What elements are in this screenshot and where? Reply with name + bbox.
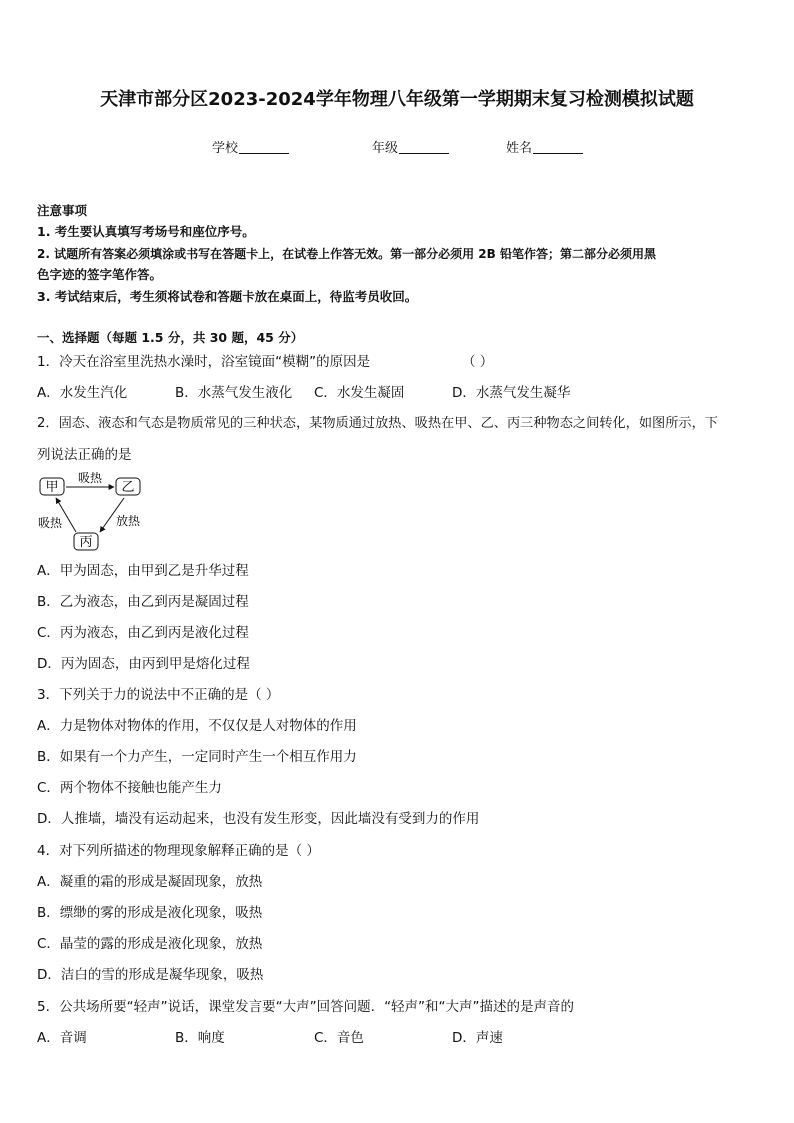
phase-change-diagram (36, 470, 166, 554)
option-b: B．水蒸气发生液化 (175, 385, 293, 401)
option-b: B．乙为液态，由乙到丙是凝固过程 (37, 594, 249, 610)
question-5-stem: 5．公共场所要“轻声”说话，课堂发言要“大声”回答问题．“轻声”和“大声”描述的是声音的 (37, 999, 575, 1015)
label-bing-jia: 吸热 (38, 516, 63, 530)
node-yi: 乙 (121, 480, 135, 495)
option-d: D．水蒸气发生凝华 (452, 385, 571, 401)
option-a: A．甲为固态，由甲到乙是升华过程 (37, 563, 249, 579)
label-yi-bing: 放热 (116, 514, 141, 528)
section-heading: 一、选择题（每题 1.5 分，共 30 题，45 分） (37, 330, 304, 345)
name-field[interactable] (506, 140, 583, 158)
option-a: A．力是物体对物体的作用，不仅仅是人对物体的作用 (37, 718, 357, 734)
school-blank[interactable] (239, 140, 289, 154)
question-1-stem: 1．冷天在浴室里洗热水澡时，浴室镜面“模糊”的原因是 (37, 354, 371, 370)
school-label: 学校 (212, 141, 239, 156)
option-a: A．水发生汽化 (37, 385, 128, 401)
option-a: A．凝重的霜的形成是凝固现象，放热 (37, 874, 263, 890)
option-d: D．声速 (452, 1030, 503, 1046)
notice-item: 1. 考生要认真填写考场号和座位序号。 (37, 224, 255, 239)
option-d: D．丙为固态，由丙到甲是熔化过程 (37, 656, 250, 672)
option-b: B．如果有一个力产生，一定同时产生一个相互作用力 (37, 749, 357, 765)
school-field[interactable] (212, 140, 289, 158)
question-1-answer-paren: （ ） (462, 354, 494, 370)
option-d: D．洁白的雪的形成是凝华现象，吸热 (37, 967, 264, 983)
notice-item: 3. 考试结束后，考生须将试卷和答题卡放在桌面上，待监考员收回。 (37, 289, 418, 304)
question-2-stem: 2．固态、液态和气态是物质常见的三种状态，某物质通过放热、吸热在甲、乙、丙三种物态之间转化，如图所示，下 (37, 416, 718, 431)
grade-label: 年级 (372, 141, 399, 156)
option-c: C．晶莹的露的形成是液化现象，放热 (37, 936, 263, 952)
option-d: D．人推墙，墙没有运动起来，也没有发生形变，因此墙没有受到力的作用 (37, 811, 480, 827)
option-c: C．两个物体不接触也能产生力 (37, 780, 222, 796)
question-3-stem: 3．下列关于力的说法中不正确的是（ ） (37, 687, 280, 703)
option-c: C．丙为液态，由乙到丙是液化过程 (37, 625, 249, 641)
question-4-stem: 4．对下列所描述的物理现象解释正确的是（ ） (37, 843, 320, 859)
label-jia-yi: 吸热 (77, 471, 103, 485)
option-b: B．缥缈的雾的形成是液化现象，吸热 (37, 905, 263, 921)
notice-item: 2. 试题所有答案必须填涂或书写在答题卡上，在试卷上作答无效。第一部分必须用 2B 铅笔作答；第二部分必须用黑 (37, 247, 656, 261)
notice-item: 色字迹的签字笔作答。 (37, 267, 163, 282)
question-2-stem-continued: 列说法正确的是 (37, 447, 132, 463)
grade-blank[interactable] (399, 140, 449, 154)
option-c: C．音色 (314, 1030, 364, 1046)
grade-field[interactable] (372, 140, 449, 158)
page-title: 天津市部分区2023-2024学年物理八年级第一学期期末复习检测模拟试题 (100, 89, 694, 110)
name-label: 姓名 (506, 141, 533, 156)
node-bing: 丙 (79, 535, 93, 550)
option-b: B．响度 (175, 1030, 225, 1046)
option-c: C．水发生凝固 (314, 385, 405, 401)
option-a: A．音调 (37, 1030, 87, 1046)
name-blank[interactable] (533, 140, 583, 154)
notice-heading: 注意事项 (37, 203, 88, 218)
node-jia: 甲 (45, 480, 59, 495)
